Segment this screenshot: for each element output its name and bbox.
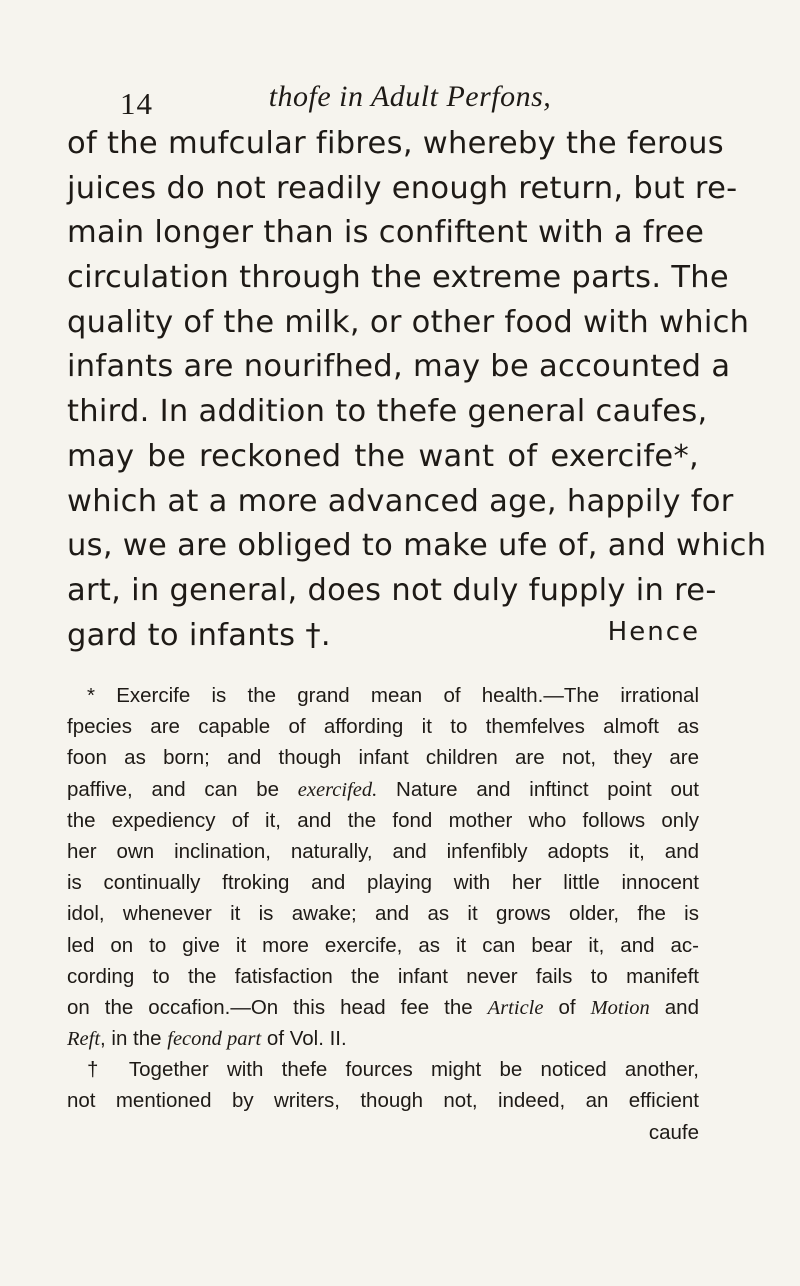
footnote-line: led on to give it more exercife, as it can bear it, and ac- [67, 933, 699, 957]
footnote-text: and [649, 995, 699, 1019]
text-line: of the mufcular fibres, whereby the ferous [67, 126, 724, 161]
footnote-italic: fecond part [167, 1028, 262, 1051]
text-line: third. In addition to thefe general caufes, [67, 394, 708, 430]
footnote-line: her own inclination, naturally, and infenfibly adopts it, and [67, 839, 699, 863]
footnote-line: not mentioned by writers, though not, indeed, an efficient [67, 1089, 699, 1113]
footnote-line: idol, whenever it is awake; and as it grows older, fhe is [67, 902, 699, 926]
footnote-line [67, 992, 699, 1023]
footnote-line: fpecies are capable of affording it to themfelves almoft as [67, 715, 699, 739]
text-line: infants are nourifhed, may be accounted a [67, 349, 731, 385]
footnote-italic: Motion [590, 996, 650, 1019]
footnote-text: Nature and inftinct point out [377, 777, 699, 801]
running-head: thofe in Adult Perfons, [268, 80, 552, 113]
footnote-text: of [543, 995, 591, 1019]
footnote-text: , in the [100, 1027, 168, 1051]
footnote-line: cording to the fatisfaction the infant never fails to manifeft [67, 964, 699, 988]
footnote-line: the expediency of it, and the fond mother who follows only [67, 808, 699, 832]
footnote-line: * Exercife is the grand mean of health.—The irrational [87, 684, 699, 707]
text-line: which at a more advanced age, happily for [67, 483, 734, 519]
text-line: gard to infants †. [67, 617, 331, 653]
footnote-line: † Together with thefe fources might be noticed another, [87, 1058, 699, 1082]
footnotes [67, 680, 699, 1148]
footnote-text: on the occafion.—On this head fee the [67, 995, 488, 1019]
text-line: art, in general, does not duly fupply in re- [67, 572, 717, 608]
footnote-catchword: caufe [648, 1120, 699, 1144]
main-text [67, 122, 767, 658]
footnote-line: is continually ftroking and playing with her little innocent [67, 871, 699, 895]
footnote-text: paffive, and can be [67, 777, 298, 801]
footnote-text: of Vol. II. [261, 1027, 347, 1051]
footnote-italic: Article [487, 996, 544, 1019]
page-header [120, 78, 700, 121]
page-number: 14 [120, 86, 153, 121]
footnote-line: foon as born; and though infant children are not, they are [67, 746, 699, 770]
text-line: may be reckoned the want of exercife*, [67, 438, 699, 474]
text-line: main longer than is confiftent with a free [67, 215, 705, 251]
text-line: us, we are obliged to make ufe of, and which [67, 528, 767, 564]
text-line: circulation through the extreme parts. The [67, 260, 729, 296]
text-line: quality of the milk, or other food with which [67, 304, 750, 340]
text-line: juices do not readily enough return, but re- [67, 170, 738, 206]
footnote-italic: exercifed. [297, 778, 378, 801]
footnote-line [67, 774, 699, 805]
footnote-line [67, 1023, 699, 1054]
catchword: Hence [607, 617, 700, 647]
footnote-italic: Reft [67, 1028, 101, 1051]
